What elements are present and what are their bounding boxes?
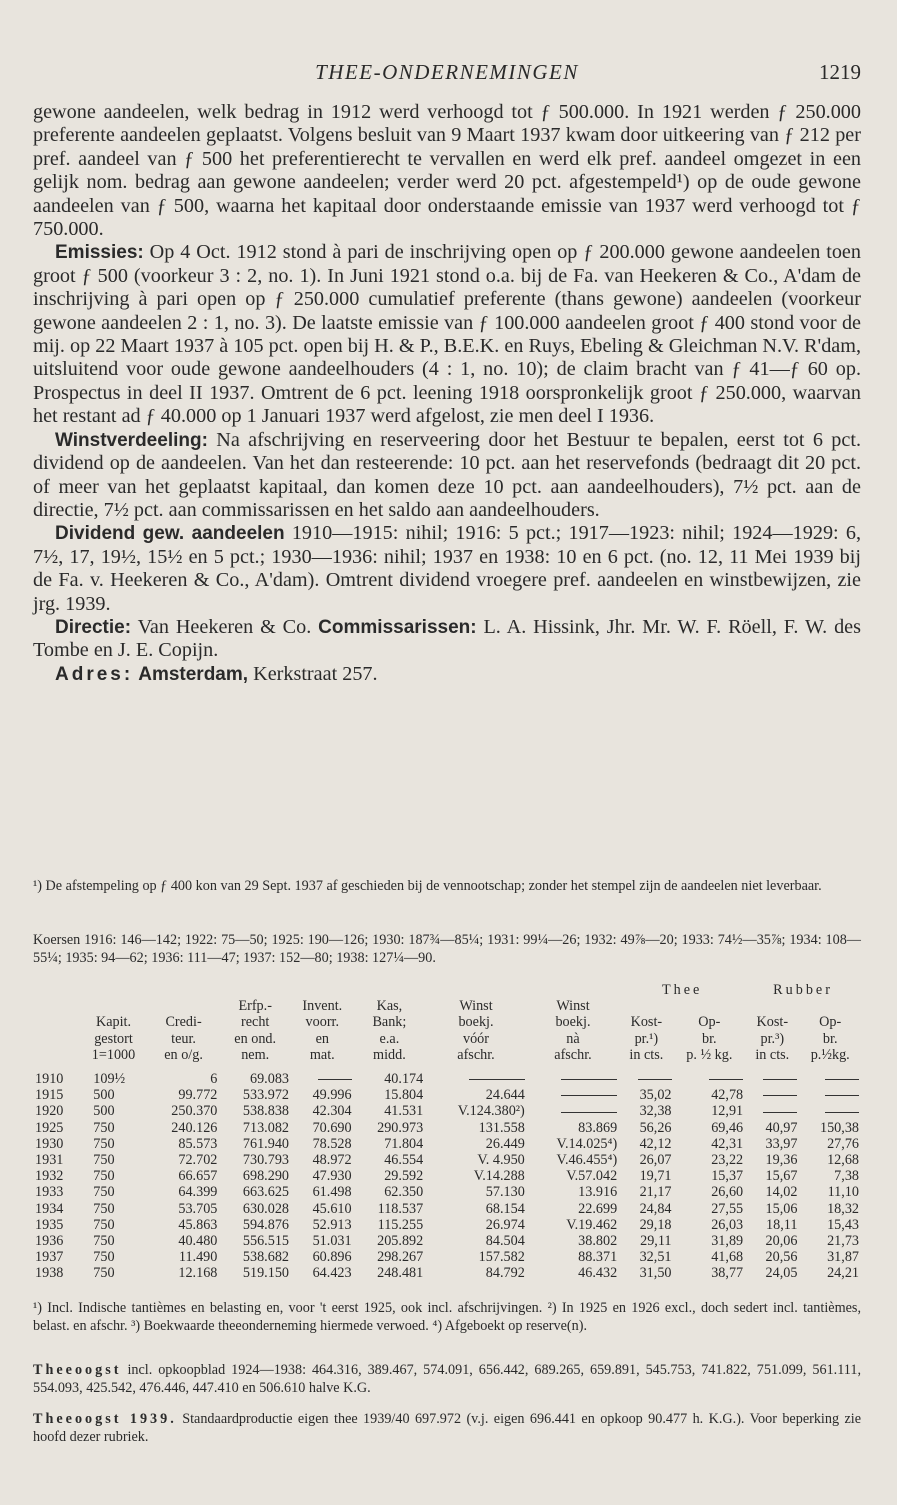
group-header-thee: Thee xyxy=(661,982,703,998)
table-cell-kas: 46.554 xyxy=(384,1152,424,1169)
page-number: 1219 xyxy=(819,60,861,84)
column-header-line: pr.¹) xyxy=(634,1030,659,1047)
column-header-line: in cts. xyxy=(629,1046,664,1063)
table-cell-rub-kost: 19,36 xyxy=(765,1152,798,1169)
table-cell-winst-na: V.14.025⁴) xyxy=(556,1135,618,1152)
table-cell-thee-opbr: 41,68 xyxy=(711,1249,744,1266)
table-cell-invent: 52.913 xyxy=(312,1216,352,1233)
column-header-invent xyxy=(291,998,354,1067)
table-cell-erfp: 519.150 xyxy=(242,1265,289,1282)
table-row xyxy=(33,1217,861,1233)
table-cell-winst-voor: 84.792 xyxy=(485,1265,525,1282)
running-header xyxy=(33,60,861,88)
table-cell-credi: 45.863 xyxy=(178,1216,218,1233)
table-cell-kapit: 750 xyxy=(93,1168,115,1185)
table-cell-kas: 15.804 xyxy=(384,1087,424,1104)
table-cell-rub-kost: 18,11 xyxy=(766,1216,798,1233)
table-cell-erfp: 713.082 xyxy=(242,1119,289,1136)
dividend-label: Dividend gew. aandeelen xyxy=(55,523,285,545)
table-cell-thee-kost: 42,12 xyxy=(639,1135,672,1152)
footnote-afstempeling: ¹) De afstempeling op ƒ 400 kon van 29 Sept. 1937 af geschieden bij de vennootschap; zonder het stempel zijn de aandeelen niet leverbaar. xyxy=(33,878,822,894)
column-header-line: Kost- xyxy=(630,1014,663,1031)
table-cell-year: 1935 xyxy=(35,1216,64,1233)
table-cell-kas: 115.255 xyxy=(377,1216,424,1233)
column-header-line: en o/g. xyxy=(164,1046,203,1063)
table-cell-winst-voor: 131.558 xyxy=(478,1119,525,1136)
table-cell-erfp: 730.793 xyxy=(242,1152,289,1169)
table-cell-credi: 66.657 xyxy=(178,1168,218,1185)
column-header-erfp xyxy=(219,998,291,1067)
table-cell-winst-na: 83.869 xyxy=(578,1119,618,1136)
column-header-line: Invent. xyxy=(302,998,343,1015)
table-cell-rub-opbr: 18,32 xyxy=(827,1200,859,1217)
table-cell-rub-kost: 15,06 xyxy=(765,1200,798,1217)
table-cell-year: 1920 xyxy=(35,1103,64,1120)
table-cell-winst-voor xyxy=(425,1067,527,1087)
column-header-kas xyxy=(354,998,426,1067)
table-row xyxy=(33,1184,861,1200)
table-row xyxy=(33,1087,861,1103)
table-cell-credi: 11.490 xyxy=(178,1249,218,1266)
table-cell-winst-voor: 157.582 xyxy=(478,1249,525,1266)
table-row xyxy=(33,1152,861,1168)
table-cell-winst-na xyxy=(527,1087,619,1103)
adres-paragraph xyxy=(33,663,861,686)
table-cell-invent: 70.690 xyxy=(312,1119,352,1136)
column-header-line: p.½kg. xyxy=(810,1046,850,1063)
table-cell-thee-opbr: 42,78 xyxy=(711,1087,744,1104)
table-cell-kas: 29.592 xyxy=(384,1168,424,1185)
table-row xyxy=(33,1120,861,1136)
column-header-line: afschr. xyxy=(457,1046,495,1063)
table-cell-thee-opbr: 23,22 xyxy=(711,1152,744,1169)
table-cell-year: 1934 xyxy=(35,1200,64,1217)
column-header-line: Kost- xyxy=(756,1014,789,1031)
financial-table xyxy=(33,982,861,1282)
table-cell-erfp: 69.083 xyxy=(249,1071,289,1088)
table-cell-invent: 42.304 xyxy=(312,1103,352,1120)
emissies-label: Emissies: xyxy=(55,242,144,264)
table-cell-winst-na: 88.371 xyxy=(578,1249,618,1266)
table-cell-year: 1937 xyxy=(35,1249,64,1266)
column-header-line: boekj. xyxy=(458,1014,494,1031)
theeoogst-1939-text: Standaardproductie eigen thee 1939/40 697.972 (v.j. eigen 696.441 en opkoop 90.477 h. K.G.). Voor beperking zie hoofd dezer rubriek. xyxy=(33,1411,861,1445)
table-cell-kapit: 750 xyxy=(93,1216,115,1233)
theeoogst-text: incl. opkoopblad 1924—1938: 464.316, 389.467, 574.091, 656.442, 689.265, 659.891, 545.753, 741.822, 751.099, 561.111, 554.093, 425.542, 476.446, 447.410 en 506.610 halve K.G. xyxy=(33,1362,862,1396)
table-cell-kas: 71.804 xyxy=(384,1135,424,1152)
column-header-year xyxy=(33,998,79,1067)
table-cell-credi: 64.399 xyxy=(178,1184,218,1201)
table-cell-winst-voor: 24.644 xyxy=(485,1087,525,1104)
column-header-line: br. xyxy=(702,1030,717,1047)
column-header-line: Winst xyxy=(459,998,493,1015)
dividend-text: 1910—1915: nihil; 1916: 5 pct.; 1917—1923: nihil; 1924—1929: 6, 7½, 17, 19½, 15½ en 5 pct.; 1930—1936: nihil; 1937 en 1938: 10 en 6 pct. (no. 12, 11 Mei 1939 bij de Fa. v. Heekeren & Co., A'dam). Omtrent dividend vroegere pref. aandeelen en winstbewijzen, zie jrg. 1939. xyxy=(33,522,862,615)
column-header-line: teur. xyxy=(171,1030,196,1047)
table-group-header-row xyxy=(33,982,861,998)
table-cell-rub-kost: 20,56 xyxy=(765,1249,798,1266)
table-cell-thee-kost: 24,84 xyxy=(639,1200,672,1217)
column-header-rub-opbr xyxy=(799,998,861,1067)
table-cell-thee-kost xyxy=(619,1067,673,1087)
column-header-line: Erfp.- xyxy=(238,998,272,1015)
adres-street: Kerkstraat 257. xyxy=(253,662,378,685)
table-cell-year: 1925 xyxy=(35,1119,64,1136)
column-header-line: br. xyxy=(822,1030,838,1047)
commissarissen-label: Commissarissen: xyxy=(318,616,477,638)
body-text xyxy=(33,101,861,686)
column-header-line: Winst xyxy=(556,998,590,1015)
table-cell-rub-kost: 33,97 xyxy=(765,1135,798,1152)
adres-label: Adres: xyxy=(55,663,134,685)
column-header-line: Kapit. xyxy=(95,1014,132,1031)
table-cell-year: 1932 xyxy=(35,1168,64,1185)
column-header-line: Op- xyxy=(819,1014,842,1031)
table-row xyxy=(33,1067,861,1087)
table-cell-rub-kost: 14,02 xyxy=(765,1184,798,1201)
table-cell-erfp: 630.028 xyxy=(242,1200,289,1217)
group-header-rubber: Rubber xyxy=(773,982,833,998)
table-cell-thee-kost: 26,07 xyxy=(639,1152,672,1169)
table-cell-thee-opbr: 15,37 xyxy=(711,1168,744,1185)
table-cell-kapit: 109½ xyxy=(93,1071,126,1088)
table-cell-kapit: 500 xyxy=(93,1103,115,1120)
column-header-line: boekj. xyxy=(555,1014,591,1031)
column-header-thee-opbr xyxy=(674,998,746,1067)
table-cell-winst-voor: V.14.288 xyxy=(473,1168,525,1185)
column-header-line: Kas, xyxy=(376,998,403,1015)
table-cell-thee-kost: 31,50 xyxy=(639,1265,672,1282)
table-cell-credi: 12.168 xyxy=(178,1265,218,1282)
table-cell-kas: 290.973 xyxy=(377,1119,424,1136)
table-cell-winst-voor: 57.130 xyxy=(485,1184,525,1201)
table-cell-winst-na xyxy=(527,1067,619,1087)
dividend-paragraph xyxy=(33,522,861,616)
table-cell-year: 1938 xyxy=(35,1265,64,1282)
table-cell-kas: 205.892 xyxy=(377,1233,424,1250)
table-cell-erfp: 533.972 xyxy=(242,1087,289,1104)
table-cell-kapit: 750 xyxy=(93,1152,115,1169)
table-cell-rub-kost: 15,67 xyxy=(765,1168,798,1185)
table-cell-rub-opbr: 11,10 xyxy=(827,1184,859,1201)
column-header-line: vóór xyxy=(462,1030,489,1047)
table-cell-winst-voor: 84.504 xyxy=(485,1233,525,1250)
column-header-line: 1=1000 xyxy=(91,1046,136,1063)
table-row xyxy=(33,1136,861,1152)
table-cell-invent xyxy=(291,1067,354,1087)
table-cell-year: 1915 xyxy=(35,1087,64,1104)
table-cell-winst-voor: V. 4.950 xyxy=(477,1152,525,1169)
table-cell-rub-opbr: 21,73 xyxy=(827,1233,859,1250)
column-header-line: afschr. xyxy=(554,1046,592,1063)
table-cell-credi: 40.480 xyxy=(178,1233,218,1250)
table-cell-thee-opbr: 12,91 xyxy=(711,1103,744,1120)
column-header-rub-kost xyxy=(745,998,799,1067)
table-cell-invent: 78.528 xyxy=(312,1135,352,1152)
table-cell-year: 1936 xyxy=(35,1233,64,1250)
table-cell-invent: 61.498 xyxy=(312,1184,352,1201)
table-cell-rub-kost: 40,97 xyxy=(765,1119,798,1136)
table-cell-thee-kost: 21,17 xyxy=(639,1184,672,1201)
table-cell-thee-opbr: 69,46 xyxy=(711,1119,744,1136)
table-cell-year: 1933 xyxy=(35,1184,64,1201)
table-cell-year: 1910 xyxy=(35,1071,64,1088)
page-title: THEE-ONDERNEMINGEN xyxy=(315,60,579,84)
table-cell-kas: 40.174 xyxy=(384,1071,424,1088)
table-cell-invent: 51.031 xyxy=(312,1233,352,1250)
column-header-line: Credi- xyxy=(165,1014,202,1031)
column-header-line: gestort xyxy=(94,1030,133,1047)
table-cell-erfp: 594.876 xyxy=(242,1216,289,1233)
table-cell-rub-kost: 24,05 xyxy=(765,1265,798,1282)
table-cell-invent: 47.930 xyxy=(312,1168,352,1185)
column-header-line: Op- xyxy=(698,1014,721,1031)
table-cell-erfp: 663.625 xyxy=(242,1184,289,1201)
table-cell-credi: 6 xyxy=(210,1071,218,1088)
column-header-line: en xyxy=(315,1030,329,1047)
commissarissen-text: L. A. Hissink, Jhr. Mr. W. F. Röell, F. W. des Tombe en J. E. Copijn. xyxy=(33,615,861,662)
table-cell-kapit: 750 xyxy=(93,1119,115,1136)
table-cell-rub-kost xyxy=(745,1087,799,1103)
table-cell-thee-opbr: 42,31 xyxy=(711,1135,744,1152)
column-header-line: Bank; xyxy=(372,1014,407,1031)
adres-city: Amsterdam, xyxy=(138,663,249,685)
table-cell-rub-opbr xyxy=(799,1103,861,1119)
table-body xyxy=(33,1067,861,1282)
table-cell-credi: 85.573 xyxy=(178,1135,218,1152)
table-cell-winst-na: V.19.462 xyxy=(566,1216,618,1233)
table-cell-kapit: 750 xyxy=(93,1200,115,1217)
table-cell-credi: 99.772 xyxy=(178,1087,218,1104)
table-cell-rub-kost: 20,06 xyxy=(765,1233,798,1250)
winstverdeeling-label: Winstverdeeling: xyxy=(55,429,208,451)
column-header-kapit xyxy=(79,998,147,1067)
table-cell-year: 1930 xyxy=(35,1135,64,1152)
winstverdeeling-paragraph xyxy=(33,429,861,523)
koersen-line: Koersen 1916: 146—142; 1922: 75—50; 1925: 190—126; 1930: 187¾—85¼; 1931: 99¼—26; 1932: 49⅞—20; 1933: 74½—35⅞; 1934: 108—55¼; 1935: 94—62; 1936: 111—47; 1937: 152—80; 1938: 127¼—90. xyxy=(33,932,861,966)
table-cell-erfp: 538.682 xyxy=(242,1249,289,1266)
table-cell-winst-voor: 68.154 xyxy=(485,1200,525,1217)
table-cell-rub-opbr: 7,38 xyxy=(834,1168,859,1185)
table-cell-thee-opbr: 31,89 xyxy=(711,1233,744,1250)
theeoogst-paragraph xyxy=(33,1361,861,1397)
table-cell-rub-opbr: 12,68 xyxy=(827,1152,859,1169)
column-header-thee-kost xyxy=(619,998,673,1067)
table-cell-thee-opbr: 26,03 xyxy=(711,1216,744,1233)
column-header-line: nà xyxy=(566,1030,580,1047)
table-row xyxy=(33,1233,861,1249)
table-cell-kapit: 750 xyxy=(93,1135,115,1152)
table-cell-rub-opbr xyxy=(799,1067,861,1087)
table-cell-thee-kost: 56,26 xyxy=(639,1119,672,1136)
table-cell-rub-kost xyxy=(745,1103,799,1119)
directie-text: Van Heekeren & Co. xyxy=(137,615,312,638)
table-row xyxy=(33,1103,861,1119)
table-cell-credi: 240.126 xyxy=(171,1119,218,1136)
table-cell-winst-na: 22.699 xyxy=(578,1200,618,1217)
table-cell-erfp: 538.838 xyxy=(242,1103,289,1120)
table-cell-credi: 72.702 xyxy=(178,1152,218,1169)
table-cell-kapit: 750 xyxy=(93,1184,115,1201)
theeoogst-1939-label: Theeoogst 1939. xyxy=(33,1411,177,1427)
table-cell-rub-opbr: 150,38 xyxy=(819,1119,859,1136)
table-cell-kas: 118.537 xyxy=(377,1200,424,1217)
column-header-line: p. ½ kg. xyxy=(686,1046,733,1063)
theeoogst-1939-paragraph xyxy=(33,1410,861,1446)
table-cell-thee-kost: 35,02 xyxy=(639,1087,672,1104)
winstverdeeling-text: Na afschrijving en reserveering door het Bestuur te bepalen, eerst tot 6 pct. dividend op de aandeelen. Van het dan resteerende: 10 pct. aan het reservefonds (bedraagt dit 20 pct. of meer van het geplaatst kapitaal, dan komen deze 10 pct. aan aandeelhouders), 7½ pct. aan de directie, 7½ pct. aan commissarissen en het saldo aan aandeelhouders. xyxy=(33,428,861,521)
column-header-line: voorr. xyxy=(305,1014,340,1031)
table-cell-kapit: 500 xyxy=(93,1087,115,1104)
table-cell-winst-na: V.46.455⁴) xyxy=(556,1152,618,1169)
table-cell-winst-voor: 26.974 xyxy=(485,1216,525,1233)
table-cell-rub-opbr: 24,21 xyxy=(827,1265,859,1282)
table-cell-winst-na: 13.916 xyxy=(578,1184,618,1201)
table-cell-winst-na: 38.802 xyxy=(578,1233,618,1250)
intro-paragraph: gewone aandeelen, welk bedrag in 1912 werd verhoogd tot ƒ 500.000. In 1921 werden ƒ 250.000 preferente aandeelen geplaatst. Volgens besluit van 9 Maart 1937 kwam door uitkeering van ƒ 212 per pref. aandeel van ƒ 500 het preferentierecht te vervallen en werd elk pref. aandeel omgezet in een gelijk nom. bedrag aan gewone aandeelen; verder werd 20 pct. afgestempeld¹) op de oude gewone aandeelen van ƒ 500, waarna het kapitaal door onderstaande emissie van 1937 werd verhoogd tot ƒ 750.000. xyxy=(33,101,861,241)
table-cell-kapit: 750 xyxy=(93,1265,115,1282)
table-cell-rub-kost xyxy=(745,1067,799,1087)
table-cell-winst-na xyxy=(527,1103,619,1119)
table-cell-invent: 49.996 xyxy=(312,1087,352,1104)
column-header-line: pr.³) xyxy=(760,1030,785,1047)
directie-paragraph xyxy=(33,616,861,663)
table-cell-invent: 48.972 xyxy=(312,1152,352,1169)
column-header-credi xyxy=(148,998,220,1067)
theeoogst-label: Theeoogst xyxy=(33,1362,122,1378)
table-cell-thee-opbr xyxy=(674,1067,746,1087)
table-cell-winst-na: 46.432 xyxy=(578,1265,618,1282)
table-cell-rub-opbr xyxy=(799,1087,861,1103)
table-cell-kapit: 750 xyxy=(93,1233,115,1250)
table-cell-invent: 60.896 xyxy=(312,1249,352,1266)
column-header-line: in cts. xyxy=(755,1046,790,1063)
table-cell-kas: 62.350 xyxy=(384,1184,424,1201)
table-cell-erfp: 698.290 xyxy=(242,1168,289,1185)
table-cell-credi: 53.705 xyxy=(178,1200,218,1217)
table-cell-erfp: 761.940 xyxy=(242,1135,289,1152)
table-cell-rub-opbr: 15,43 xyxy=(827,1216,859,1233)
table-cell-kas: 298.267 xyxy=(377,1249,424,1266)
directie-label: Directie: xyxy=(55,616,132,638)
table-cell-year: 1931 xyxy=(35,1152,64,1169)
table-cell-thee-kost: 32,38 xyxy=(639,1103,672,1120)
column-header-line: midd. xyxy=(373,1046,406,1063)
table-cell-kas: 41.531 xyxy=(384,1103,424,1120)
column-header-line: recht xyxy=(241,1014,270,1031)
emissies-paragraph xyxy=(33,241,861,428)
table-cell-thee-opbr: 38,77 xyxy=(711,1265,744,1282)
table-cell-invent: 64.423 xyxy=(312,1265,352,1282)
column-header-winst-voor xyxy=(425,998,527,1067)
table-cell-rub-opbr: 31,87 xyxy=(827,1249,859,1266)
table-cell-winst-voor: 26.449 xyxy=(485,1135,525,1152)
table-row xyxy=(33,1201,861,1217)
table-cell-thee-kost: 32,51 xyxy=(639,1249,672,1266)
table-cell-kapit: 750 xyxy=(93,1249,115,1266)
table-cell-rub-opbr: 27,76 xyxy=(827,1135,859,1152)
table-cell-thee-opbr: 26,60 xyxy=(711,1184,744,1201)
table-row xyxy=(33,1249,861,1265)
table-cell-erfp: 556.515 xyxy=(242,1233,289,1250)
table-footnotes: ¹) Incl. Indische tantièmes en belasting en, voor 't eerst 1925, ook incl. afschrijvingen. ²) In 1925 en 1926 excl., doch sedert incl. tantièmes, belast. en afschr. ³) Boekwaarde theeonderneming hiermede verwoed. ⁴) Afgeboekt op reserve(n). xyxy=(33,1300,861,1334)
table-cell-kas: 248.481 xyxy=(377,1265,424,1282)
table-cell-invent: 45.610 xyxy=(312,1200,352,1217)
column-header-line: e.a. xyxy=(379,1030,400,1047)
column-header-line: en ond. xyxy=(234,1030,277,1047)
table-cell-thee-opbr: 27,55 xyxy=(711,1200,744,1217)
table-cell-credi: 250.370 xyxy=(171,1103,218,1120)
column-header-line: mat. xyxy=(309,1046,335,1063)
table-row xyxy=(33,1168,861,1184)
column-header-winst-na xyxy=(527,998,619,1067)
table-cell-thee-kost: 29,11 xyxy=(640,1233,672,1250)
table-cell-thee-kost: 29,18 xyxy=(639,1216,672,1233)
table-row xyxy=(33,1265,861,1281)
table-cell-winst-voor: V.124.380²) xyxy=(457,1103,525,1120)
table-cell-winst-na: V.57.042 xyxy=(566,1168,618,1185)
emissies-text: Op 4 Oct. 1912 stond à pari de inschrijving open op ƒ 200.000 gewone aandeelen toen groot ƒ 500 (voorkeur 3 : 2, no. 1). In Juni 1921 stond o.a. bij de Fa. van Heekeren & Co., A'dam de inschrijving à pari open op ƒ 250.000 cumulatief preferente (thans gewone) aandeelen (voorkeur gewone aandeelen 2 : 1, no. 3). De laatste emissie van ƒ 100.000 aandeelen groot ƒ 400 stond voor de mij. op 22 Maart 1937 à 105 pct. open bij H. & P., B.E.K. en Ruys, Ebeling & Gleichman N.V. R'dam, uitsluitend voor oude gewone aandeelhouders (4 : 1, no. 10); de claim bracht van ƒ 41—ƒ 60 op. Prospectus in deel II 1937. Omtrent de 6 pct. leening 1918 oorspronkelijk groot ƒ 250.000, waarvan het restant ad ƒ 40.000 op 1 Januari 1937 werd afgelost, zie men deel I 1936. xyxy=(33,241,861,428)
table-header-row xyxy=(33,998,861,1067)
table-cell-thee-kost: 19,71 xyxy=(639,1168,672,1185)
column-header-line: nem. xyxy=(241,1046,270,1063)
